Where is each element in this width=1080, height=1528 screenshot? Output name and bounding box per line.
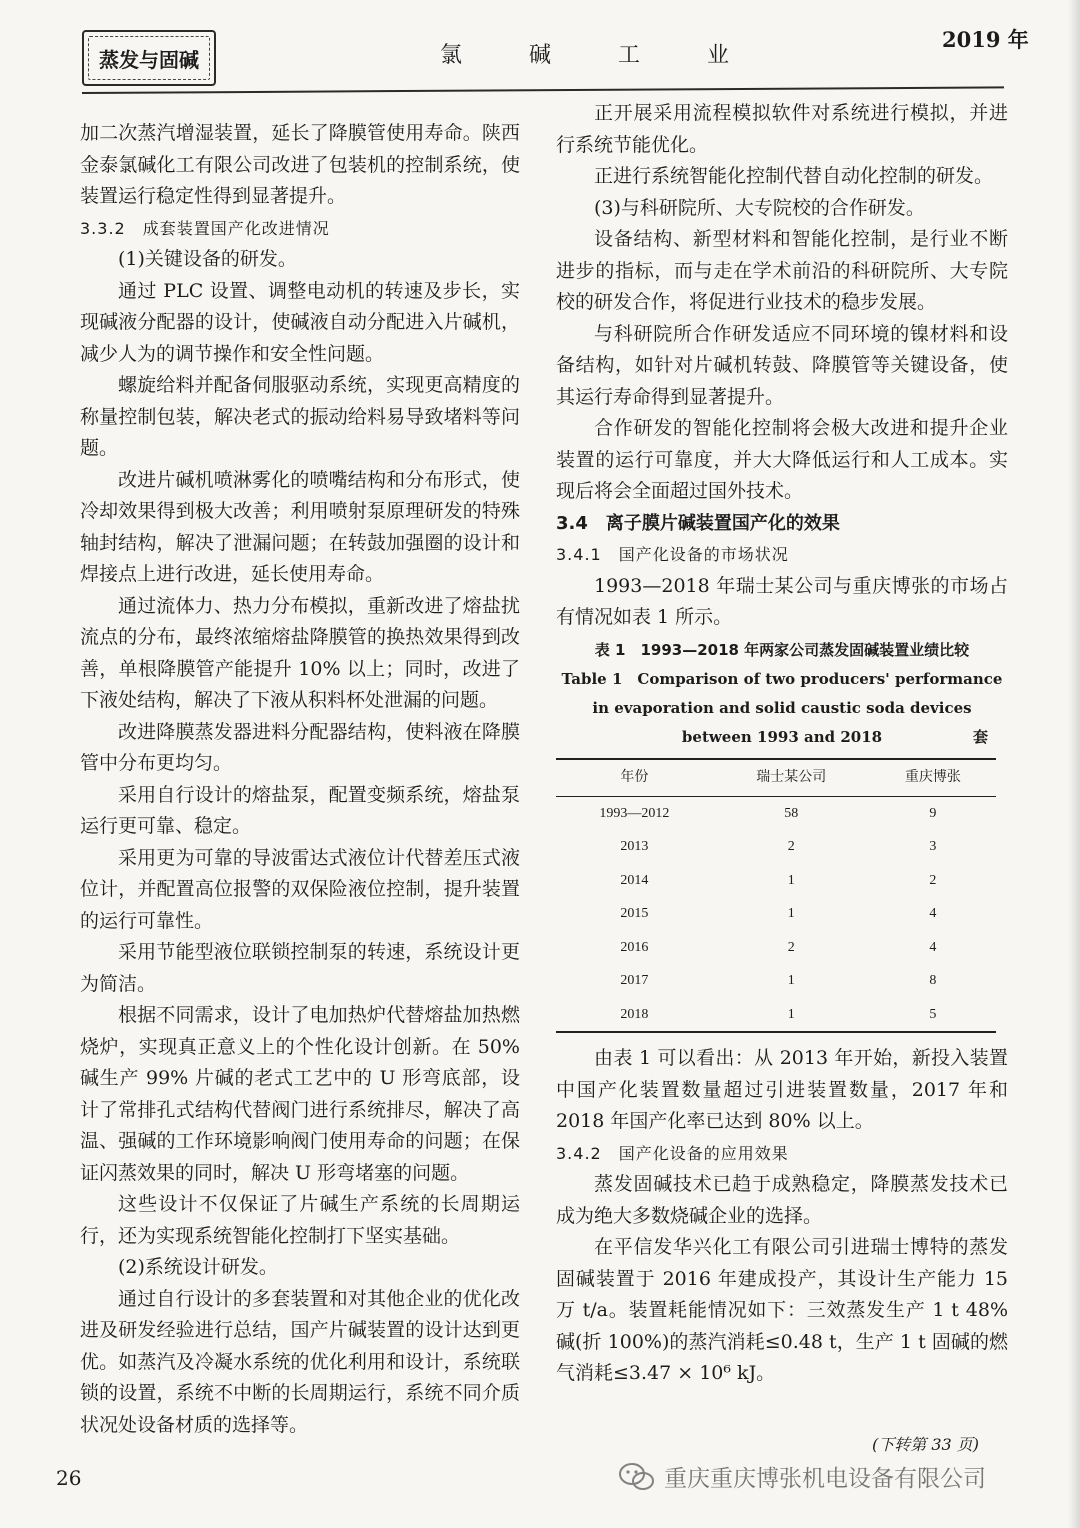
paragraph: 蒸发固碱技术已趋于成熟稳定，降膜蒸发技术已成为绝大多数烧碱企业的选择。 [556,1173,1008,1227]
paragraph: 改进片碱机喷淋雾化的喷嘴结构和分布形式，使冷却效果得到极大改善；利用喷射泵原理研发的特殊轴封结构，解决了泄漏问题；在转鼓加强圈的设计和焊接点上进行改进，延长使用寿命。 [80,468,520,585]
continued-on-note: (下转第 33 页) [872,1435,980,1454]
paragraph: 与科研院所合作研发适应不同环境的镍材料和设备结构，如针对片碱机转鼓、降膜管等关键设备，使其运行寿命得到显著提升。 [556,322,1008,408]
table-row [556,931,996,965]
table-cell: 1 [713,998,870,1033]
header-rule [82,86,1004,94]
table-header-cell: 重庆博张 [870,759,996,797]
paragraph: 采用更为可靠的导波雷达式液位计代替差压式液位计，并配置高位报警的双保险液位控制，提升装置的运行可靠性。 [80,846,520,932]
paragraph: 在平信发华兴化工有限公司引进瑞士博特的蒸发固碱装置于 2016 年建成投产，其设计生产能力 15 万 t/a。装置耗能情况如下：三效蒸发生产 1 t 48% 碱(折 100%)的蒸汽消耗≤0.48 t，生产 1 t 固碱的燃气消耗≤3.47 × 10⁶ kJ。 [556,1236,1008,1384]
paragraph: 改进降膜蒸发器进料分配器结构，使料液在降膜管中分布更均匀。 [80,720,520,774]
paragraph: 正开展采用流程模拟软件对系统进行模拟，并进行系统节能优化。 [556,102,1008,156]
table-cell: 5 [870,998,996,1033]
section-heading-3-4-2: 3.4.2 国产化设备的应用效果 [556,1143,789,1163]
watermark-text: 重庆重庆博张机电设备有限公司 [664,1466,986,1492]
section-heading-3-3-2: 3.3.2 成套装置国产化改进情况 [80,218,330,238]
table-header-cell: 瑞士某公司 [713,759,870,797]
table-cell: 8 [929,973,937,988]
paragraph: 合作研发的智能化控制将会极大改进和提升企业装置的运行可靠度，并大大降低运行和人工成本。实现后将会全面超过国外技术。 [556,417,1008,502]
table-cell: 2017 [620,973,649,988]
table-caption-en-2: in evaporation and solid caustic soda devices [592,698,972,717]
section-tag-label: 蒸发与固碱 [99,47,199,72]
section-heading-3-4-1: 3.4.1 国产化设备的市场状况 [556,545,789,564]
paragraph: 通过流体力、热力分布模拟，重新改进了熔盐扰流点的分布，最终浓缩熔盐降膜管的换热效果得到改善，单根降膜管产能提升 10% 以上；同时，改进了下液处结构，解决了下液从积料杯处泄漏的问题。 [80,594,520,711]
paragraph: 根据不同需求，设计了电加热炉代替熔盐加热燃烧炉，实现真正意义上的个性化设计创新。在 50% 碱生产 99% 片碱的老式工艺中的 U 形弯底部，设计了常排孔式结构代替阀门进行系统排尽，解决了高温、强碱的工作环境影响阀门使用寿命的问题；在保证闪蒸效果的同时，解决 U 形弯堵塞的问题。 [80,1004,520,1184]
left-column [80,118,520,1441]
table-cell: 2 [787,839,795,854]
subsection-cooperation: (3)与科研院所、大专院校的合作研发。 [594,196,925,219]
page-number: 26 [56,1466,82,1490]
table-caption [556,636,1008,752]
paragraph: 螺旋给料并配备伺服驱动系统，实现更高精度的称量控制包装，解决老式的振动给料易导致堵料等问题。 [80,374,520,459]
paragraph: 由表 1 可以看出：从 2013 年开始，新投入装置中国产化装置数量超过引进装置数量，2017 年和 2018 年国产化率已达到 80% 以上。 [556,1047,1008,1132]
performance-table [556,758,996,1034]
table-row [556,998,996,1033]
table-header-row [556,759,996,797]
table-row [556,796,996,830]
journal-title: 氯 碱 工 业 [440,43,759,68]
subsection-system-design: (2)系统设计研发。 [118,1256,278,1278]
table-row [556,830,996,864]
subsection-key-equipment: (1)关键设备的研发。 [118,248,297,270]
wechat-icon [618,1462,656,1492]
table-cell: 4 [929,906,937,921]
right-column [556,98,1008,1390]
page-edge-shadow [1068,0,1080,1528]
table-row [556,864,996,898]
paragraph: 加二次蒸汽增湿装置，延长了降膜管使用寿命。陕西金泰氯碱化工有限公司改进了包装机的控制系统，使装置运行稳定性得到显著提升。 [80,122,520,207]
table-cell: 1 [787,872,795,888]
paragraph: 正进行系统智能化控制代替自动化控制的研发。 [594,165,994,187]
table-row [556,964,996,998]
section-heading-3-4: 3.4 离子膜片碱装置国产化的效果 [556,512,840,534]
table-cell: 9 [929,805,937,821]
watermark [618,1460,986,1493]
table-cell: 2018 [556,998,713,1033]
paragraph: 1993—2018 年瑞士某公司与重庆博张的市场占有情况如表 1 所示。 [556,574,1008,628]
table-cell: 2013 [620,839,649,854]
table-caption-cn: 表 1 1993—2018 年两家公司蒸发固碱装置业绩比较 [594,640,970,659]
paragraph: 这些设计不仅保证了片碱生产系统的长周期运行，还为实现系统智能化控制打下坚实基础。 [80,1193,520,1247]
table-unit: 套 [972,727,988,746]
table-cell: 1 [787,973,795,988]
paragraph: 通过自行设计的多套装置和对其他企业的优化改进及研发经验进行总结，国产片碱装置的设计达到更优。如蒸汽及冷凝水系统的优化利用和设计，系统联锁的设置，系统不中断的长周期运行，系统不同介质状况处设备材质的选择等。 [80,1287,520,1436]
table-cell: 3 [929,839,937,854]
table-cell: 2016 [620,939,649,955]
table-header-cell: 年份 [556,759,713,797]
table-row [556,897,996,931]
paragraph: 采用自行设计的熔盐泵，配置变频系统，熔盐泵运行更可靠、稳定。 [80,783,520,837]
issue-year: 2019 年 [942,27,1029,52]
table-cell: 2 [787,939,795,955]
table-caption-en-3: between 1993 and 2018 [681,727,883,746]
paragraph: 采用节能型液位联锁控制泵的转速，系统设计更为简洁。 [80,941,520,995]
table-cell: 1 [787,906,795,921]
table-cell: 58 [784,805,799,821]
table-cell: 2015 [620,906,649,921]
paragraph: 设备结构、新型材料和智能化控制，是行业不断进步的指标，而与走在学术前沿的科研院所、大专院校的研发合作，将促进行业技术的稳步发展。 [556,228,1008,313]
table-cell: 2 [929,872,937,888]
paragraph: 通过 PLC 设置、调整电动机的转速及步长，实现碱液分配器的设计，使碱液自动分配进入片碱机，减少人为的调节操作和安全性问题。 [80,279,520,365]
table-cell: 1993—2012 [599,805,670,821]
table-cell: 2014 [620,872,649,888]
section-tag [82,30,216,86]
table-caption-en-1: Table 1 Comparison of two producers' performance [561,669,1003,688]
table-cell: 4 [929,939,937,955]
